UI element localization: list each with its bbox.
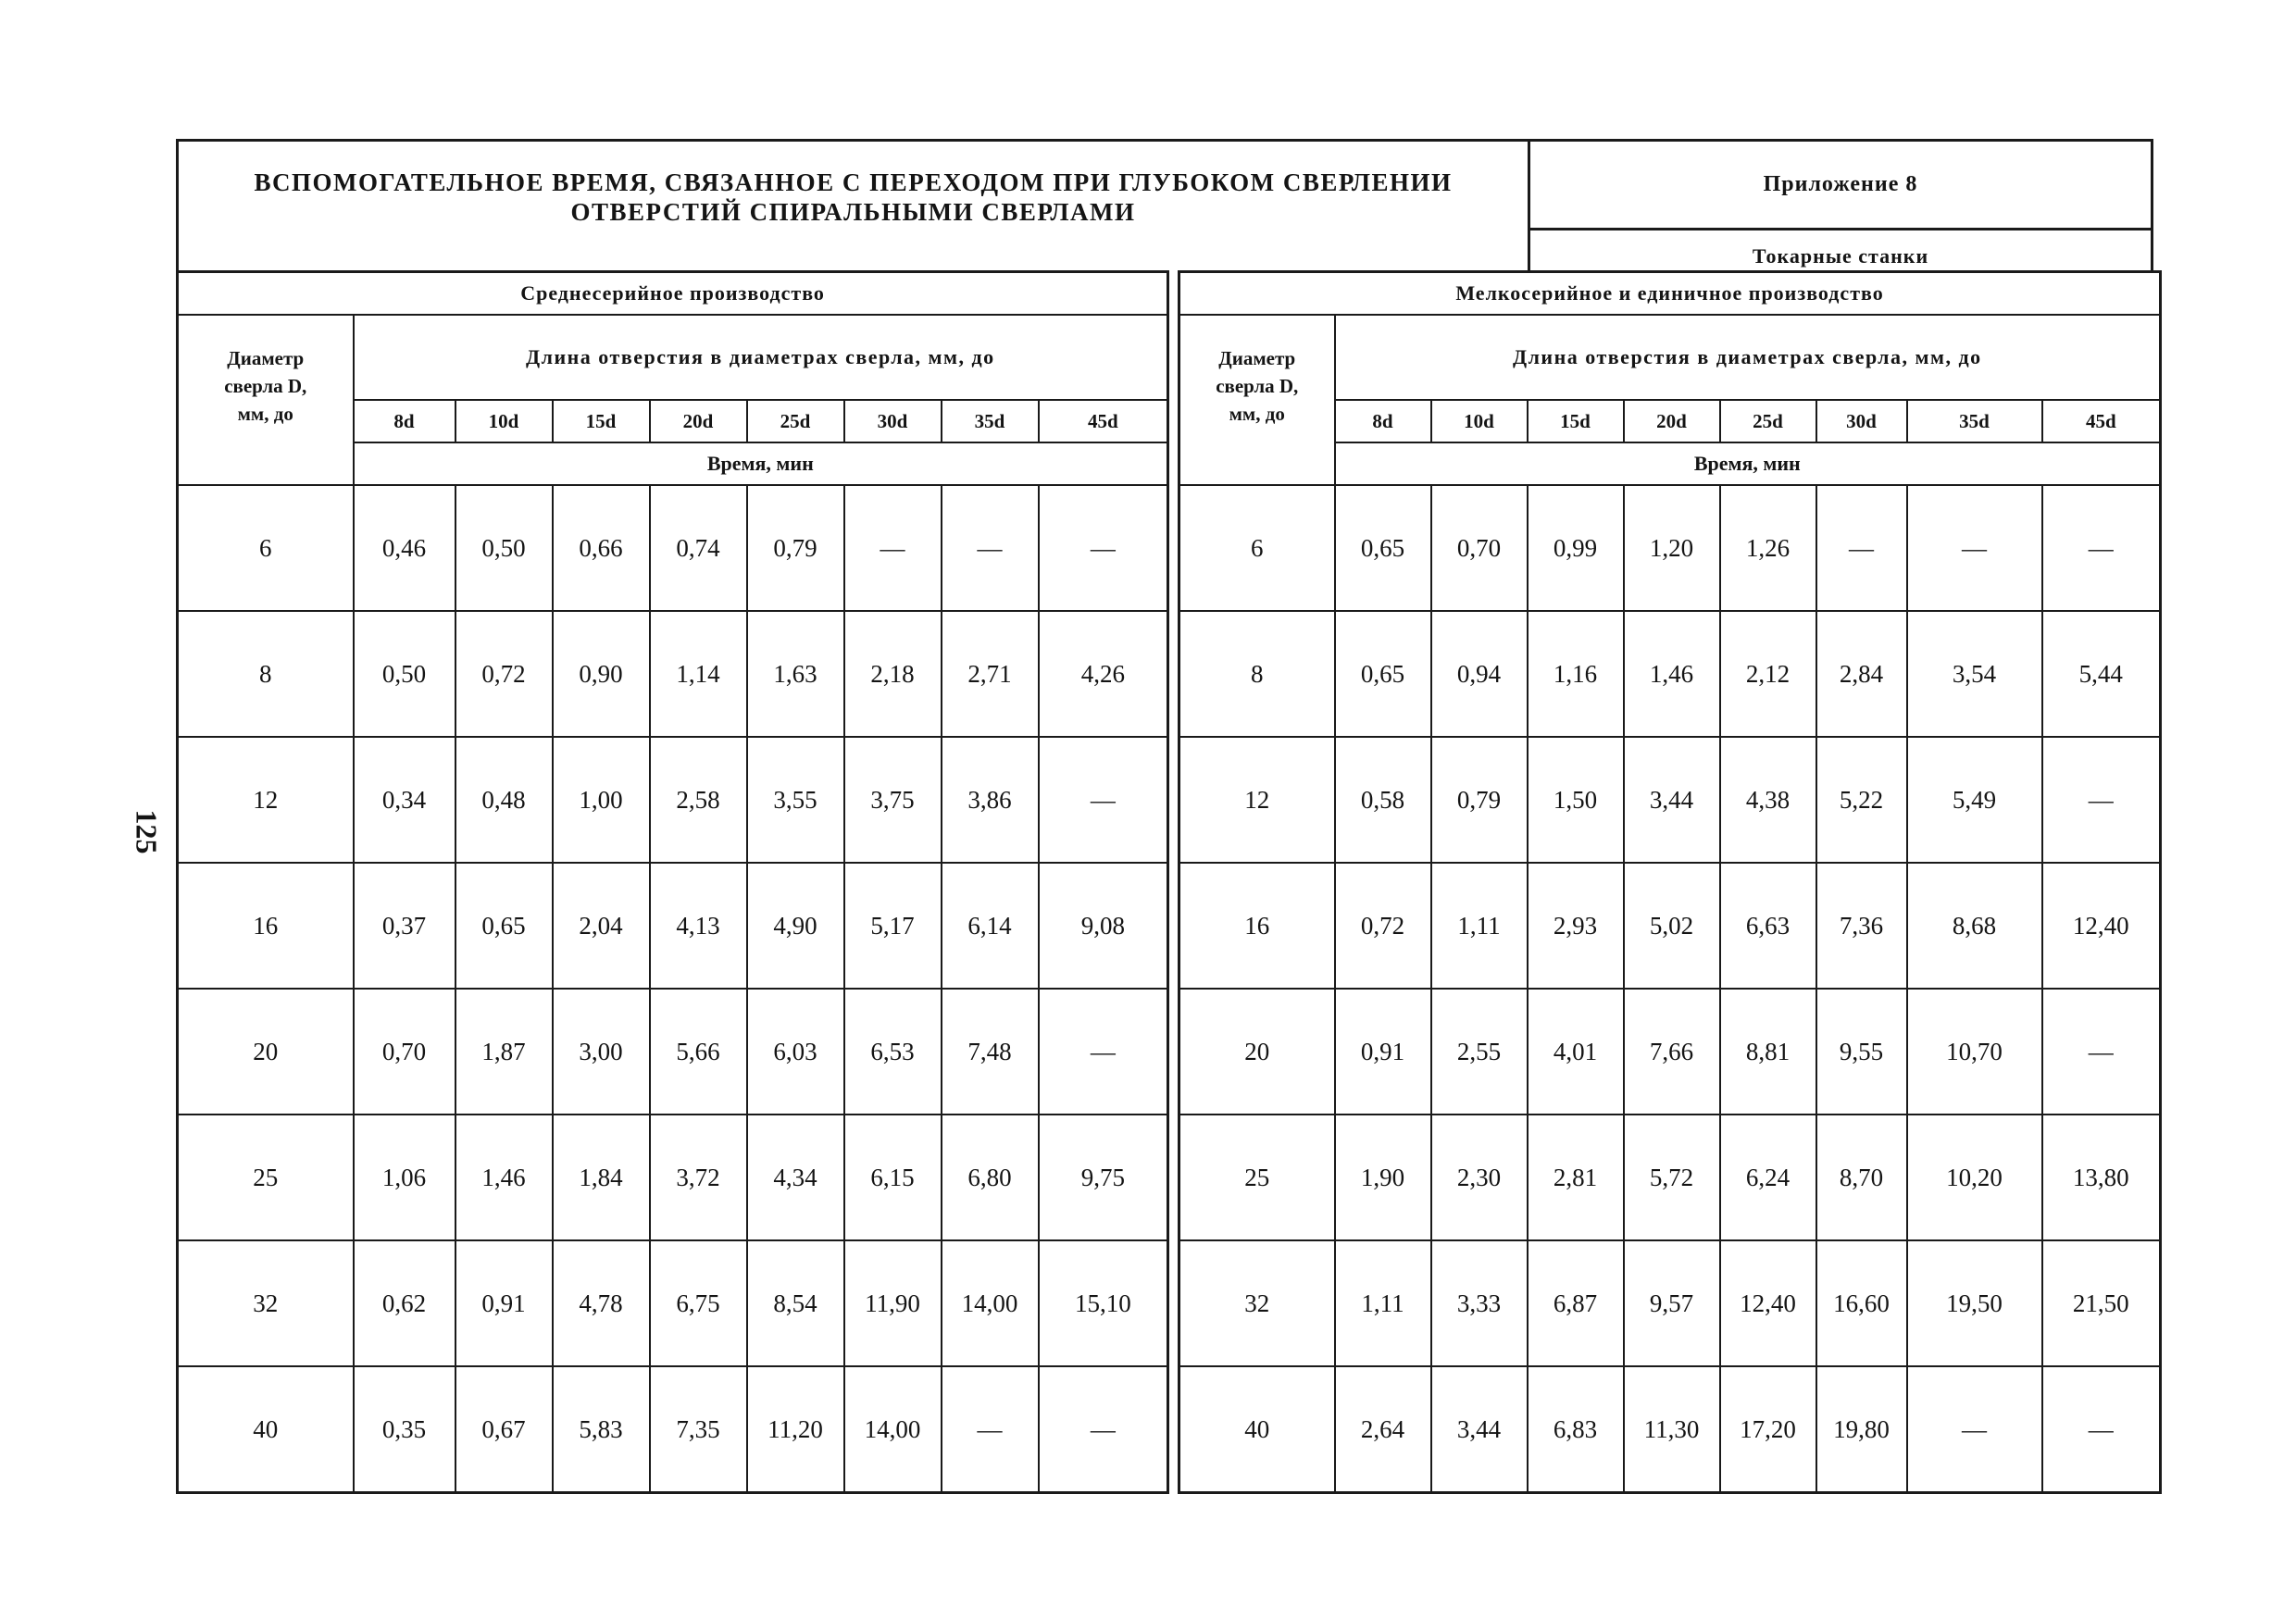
value-cell: — — [1039, 485, 1168, 611]
value-cell: 0,65 — [1335, 611, 1431, 737]
value-cell: 0,50 — [354, 611, 455, 737]
value-cell: 1,26 — [1720, 485, 1816, 611]
value-cell: 14,00 — [844, 1366, 942, 1493]
table-row — [1179, 611, 2161, 737]
value-cell: 9,55 — [1816, 989, 1907, 1115]
value-cell: — — [1907, 1366, 2042, 1493]
value-cell: 0,74 — [650, 485, 747, 611]
value-cell: 4,26 — [1039, 611, 1168, 737]
value-cell: 0,66 — [553, 485, 650, 611]
value-cell: 3,72 — [650, 1115, 747, 1240]
value-cell: 16,60 — [1816, 1240, 1907, 1366]
column-header: 35d — [1907, 400, 2042, 442]
value-cell: 3,44 — [1624, 737, 1720, 863]
value-cell: 5,17 — [844, 863, 942, 989]
column-header: 35d — [942, 400, 1039, 442]
value-cell: 19,80 — [1816, 1366, 1907, 1493]
diameter-cell: 6 — [1179, 485, 1335, 611]
value-cell: 2,64 — [1335, 1366, 1431, 1493]
page-number: 125 — [130, 809, 164, 854]
value-cell: 1,06 — [354, 1115, 455, 1240]
value-cell: 4,01 — [1528, 989, 1624, 1115]
value-cell: 2,04 — [553, 863, 650, 989]
diameter-cell: 25 — [1179, 1115, 1335, 1240]
value-cell: — — [2042, 737, 2161, 863]
column-header: 10d — [1431, 400, 1528, 442]
length-header: Длина отверстия в диаметрах сверла, мм, до — [1335, 315, 2161, 400]
value-cell: 5,49 — [1907, 737, 2042, 863]
value-cell: 9,57 — [1624, 1240, 1720, 1366]
value-cell: 7,35 — [650, 1366, 747, 1493]
value-cell: — — [2042, 989, 2161, 1115]
value-cell: 8,54 — [747, 1240, 844, 1366]
value-cell: 21,50 — [2042, 1240, 2161, 1366]
value-cell: 6,87 — [1528, 1240, 1624, 1366]
table-row — [1179, 737, 2161, 863]
document-header — [176, 139, 2153, 270]
value-cell: 1,46 — [1624, 611, 1720, 737]
value-cell: 4,38 — [1720, 737, 1816, 863]
value-cell: 0,62 — [354, 1240, 455, 1366]
value-cell: 2,55 — [1431, 989, 1528, 1115]
value-cell: 6,83 — [1528, 1366, 1624, 1493]
value-cell: 0,67 — [455, 1366, 553, 1493]
value-cell: 0,90 — [553, 611, 650, 737]
value-cell: 4,90 — [747, 863, 844, 989]
value-cell: — — [1039, 737, 1168, 863]
value-cell: 3,44 — [1431, 1366, 1528, 1493]
column-header: 15d — [1528, 400, 1624, 442]
column-header: 45d — [2042, 400, 2161, 442]
value-cell: 0,94 — [1431, 611, 1528, 737]
value-cell: 0,58 — [1335, 737, 1431, 863]
medium-series-table — [176, 270, 1169, 1494]
length-header: Длина отверстия в диаметрах сверла, мм, до — [354, 315, 1168, 400]
diameter-cell: 16 — [178, 863, 354, 989]
value-cell: 0,72 — [455, 611, 553, 737]
value-cell: — — [2042, 1366, 2161, 1493]
value-cell: 0,34 — [354, 737, 455, 863]
section-title: Мелкосерийное и единичное производство — [1179, 272, 2161, 316]
value-cell: 5,02 — [1624, 863, 1720, 989]
column-header: 10d — [455, 400, 553, 442]
value-cell: 5,44 — [2042, 611, 2161, 737]
value-cell: 17,20 — [1720, 1366, 1816, 1493]
diameter-cell: 16 — [1179, 863, 1335, 989]
table-row — [178, 989, 1168, 1115]
value-cell: 1,11 — [1335, 1240, 1431, 1366]
value-cell: 1,84 — [553, 1115, 650, 1240]
value-cell: 3,75 — [844, 737, 942, 863]
value-cell: — — [844, 485, 942, 611]
value-cell: 9,08 — [1039, 863, 1168, 989]
diameter-header: Диаметр сверла D, мм, до — [1179, 315, 1335, 485]
value-cell: 6,15 — [844, 1115, 942, 1240]
value-cell: 10,70 — [1907, 989, 2042, 1115]
value-cell: 6,63 — [1720, 863, 1816, 989]
value-cell: 2,30 — [1431, 1115, 1528, 1240]
value-cell: 1,50 — [1528, 737, 1624, 863]
column-header: 25d — [1720, 400, 1816, 442]
table-row — [178, 1240, 1168, 1366]
value-cell: 0,70 — [1431, 485, 1528, 611]
diameter-cell: 40 — [178, 1366, 354, 1493]
diameter-cell: 8 — [178, 611, 354, 737]
value-cell: 1,00 — [553, 737, 650, 863]
value-cell: — — [2042, 485, 2161, 611]
diameter-header: Диаметр сверла D, мм, до — [178, 315, 354, 485]
value-cell: 0,37 — [354, 863, 455, 989]
value-cell: 3,86 — [942, 737, 1039, 863]
column-header: 45d — [1039, 400, 1168, 442]
diameter-cell: 12 — [1179, 737, 1335, 863]
value-cell: 6,14 — [942, 863, 1039, 989]
value-cell: 4,13 — [650, 863, 747, 989]
value-cell: 8,70 — [1816, 1115, 1907, 1240]
value-cell: 0,48 — [455, 737, 553, 863]
diameter-cell: 20 — [1179, 989, 1335, 1115]
value-cell: 6,03 — [747, 989, 844, 1115]
value-cell: — — [942, 485, 1039, 611]
value-cell: 2,93 — [1528, 863, 1624, 989]
value-cell: 1,11 — [1431, 863, 1528, 989]
value-cell: 11,90 — [844, 1240, 942, 1366]
table-row — [178, 611, 1168, 737]
value-cell: 0,91 — [1335, 989, 1431, 1115]
table-row — [178, 737, 1168, 863]
value-cell: — — [1907, 485, 2042, 611]
value-cell: 0,79 — [1431, 737, 1528, 863]
diameter-cell: 8 — [1179, 611, 1335, 737]
value-cell: 7,48 — [942, 989, 1039, 1115]
value-cell: — — [1816, 485, 1907, 611]
diameter-cell: 32 — [178, 1240, 354, 1366]
value-cell: 3,00 — [553, 989, 650, 1115]
value-cell: 11,20 — [747, 1366, 844, 1493]
value-cell: 2,18 — [844, 611, 942, 737]
value-cell: — — [942, 1366, 1039, 1493]
diameter-cell: 12 — [178, 737, 354, 863]
diameter-cell: 25 — [178, 1115, 354, 1240]
value-cell: 2,81 — [1528, 1115, 1624, 1240]
diameter-cell: 20 — [178, 989, 354, 1115]
value-cell: 0,50 — [455, 485, 553, 611]
value-cell: 0,65 — [455, 863, 553, 989]
value-cell: — — [1039, 1366, 1168, 1493]
value-cell: 14,00 — [942, 1240, 1039, 1366]
column-header: 8d — [354, 400, 455, 442]
value-cell: 3,55 — [747, 737, 844, 863]
value-cell: 1,90 — [1335, 1115, 1431, 1240]
value-cell: 0,46 — [354, 485, 455, 611]
column-header: 30d — [1816, 400, 1907, 442]
table-row — [1179, 1366, 2161, 1493]
value-cell: 5,66 — [650, 989, 747, 1115]
section-title: Среднесерийное производство — [178, 272, 1168, 316]
column-header: 25d — [747, 400, 844, 442]
value-cell: 2,58 — [650, 737, 747, 863]
value-cell: 4,78 — [553, 1240, 650, 1366]
column-header: 30d — [844, 400, 942, 442]
table-row — [1179, 1115, 2161, 1240]
value-cell: 5,72 — [1624, 1115, 1720, 1240]
table-row — [178, 863, 1168, 989]
table-row — [178, 485, 1168, 611]
value-cell: 5,22 — [1816, 737, 1907, 863]
table-row — [1179, 989, 2161, 1115]
value-cell: 13,80 — [2042, 1115, 2161, 1240]
unit-header: Время, мин — [354, 442, 1168, 485]
table-row — [1179, 485, 2161, 611]
value-cell: 0,79 — [747, 485, 844, 611]
value-cell: 1,87 — [455, 989, 553, 1115]
table-row — [1179, 863, 2161, 989]
value-cell: 1,46 — [455, 1115, 553, 1240]
value-cell: 8,68 — [1907, 863, 2042, 989]
column-header: 20d — [650, 400, 747, 442]
value-cell: 7,36 — [1816, 863, 1907, 989]
value-cell: 6,24 — [1720, 1115, 1816, 1240]
diameter-cell: 40 — [1179, 1366, 1335, 1493]
title-box — [179, 142, 1530, 270]
value-cell: 0,65 — [1335, 485, 1431, 611]
unit-header: Время, мин — [1335, 442, 2161, 485]
value-cell: 5,83 — [553, 1366, 650, 1493]
table-row — [178, 1366, 1168, 1493]
value-cell: 12,40 — [1720, 1240, 1816, 1366]
value-cell: 0,91 — [455, 1240, 553, 1366]
value-cell: 1,63 — [747, 611, 844, 737]
column-header: 8d — [1335, 400, 1431, 442]
value-cell: — — [1039, 989, 1168, 1115]
value-cell: 2,12 — [1720, 611, 1816, 737]
table-row — [178, 1115, 1168, 1240]
value-cell: 12,40 — [2042, 863, 2161, 989]
value-cell: 4,34 — [747, 1115, 844, 1240]
value-cell: 15,10 — [1039, 1240, 1168, 1366]
value-cell: 0,70 — [354, 989, 455, 1115]
value-cell: 1,16 — [1528, 611, 1624, 737]
page-title: ВСПОМОГАТЕЛЬНОЕ ВРЕМЯ, СВЯЗАННОЕ С ПЕРЕХОДОМ ПРИ ГЛУБОКОМ СВЕРЛЕНИИ ОТВЕРСТИЙ СПИРАЛЬНЫМИ СВЕРЛАМИ — [254, 168, 1453, 226]
small-series-table — [1178, 270, 2162, 1494]
value-cell: 0,35 — [354, 1366, 455, 1493]
value-cell: 0,72 — [1335, 863, 1431, 989]
value-cell: 10,20 — [1907, 1115, 2042, 1240]
value-cell: 8,81 — [1720, 989, 1816, 1115]
appendix-label: Приложение 8 — [1530, 142, 2151, 230]
value-cell: 1,20 — [1624, 485, 1720, 611]
value-cell: 1,14 — [650, 611, 747, 737]
value-cell: 6,53 — [844, 989, 942, 1115]
column-header: 15d — [553, 400, 650, 442]
value-cell: 11,30 — [1624, 1366, 1720, 1493]
value-cell: 7,66 — [1624, 989, 1720, 1115]
value-cell: 2,71 — [942, 611, 1039, 737]
diameter-cell: 6 — [178, 485, 354, 611]
value-cell: 9,75 — [1039, 1115, 1168, 1240]
diameter-cell: 32 — [1179, 1240, 1335, 1366]
machine-type-label: Токарные станки — [1752, 244, 1929, 268]
value-cell: 3,33 — [1431, 1240, 1528, 1366]
value-cell: 6,80 — [942, 1115, 1039, 1240]
value-cell: 2,84 — [1816, 611, 1907, 737]
value-cell: 3,54 — [1907, 611, 2042, 737]
value-cell: 0,99 — [1528, 485, 1624, 611]
value-cell: 6,75 — [650, 1240, 747, 1366]
column-header: 20d — [1624, 400, 1720, 442]
value-cell: 19,50 — [1907, 1240, 2042, 1366]
table-row — [1179, 1240, 2161, 1366]
